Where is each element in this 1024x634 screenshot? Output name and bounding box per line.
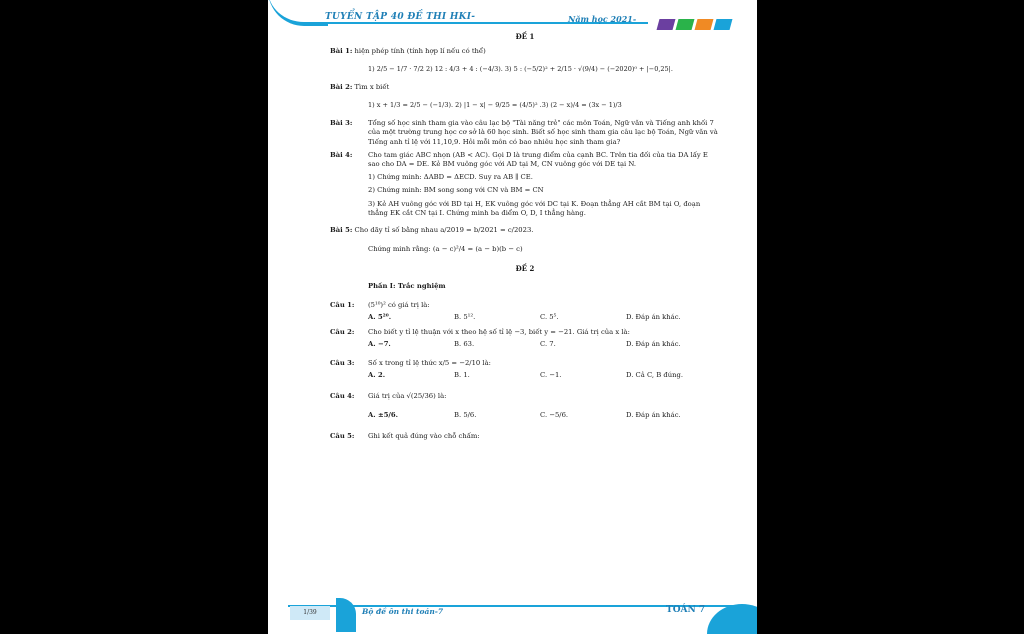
problem-2 (330, 83, 720, 92)
option-b: B. 63. (454, 340, 475, 349)
header-title: TUYỂN TẬP 40 ĐỀ THI HKI- (325, 12, 476, 22)
answer-options (330, 340, 720, 349)
problem-text: hiện phép tính (tính hợp lí nếu có thể) (354, 47, 486, 56)
question (330, 432, 720, 441)
option-c: C. 7. (540, 340, 556, 349)
problem-5 (330, 226, 720, 235)
option-d: D. Đáp án khác. (626, 312, 681, 321)
question-block (330, 328, 720, 349)
question-block (330, 301, 720, 322)
color-block (695, 19, 714, 30)
option-a: A. 5²⁰. (368, 312, 392, 321)
page-content (330, 30, 720, 441)
question-block (330, 359, 720, 380)
option-b: B. 5¹². (454, 312, 476, 321)
question (330, 359, 720, 368)
document-page (268, 0, 757, 634)
option-b: B. 5/6. (454, 411, 477, 420)
problem-4-part-1: 1) Chứng minh: ΔABD = ΔECD. Suy ra AB ∥ CE. (368, 173, 533, 182)
problem-text: Tìm x biết (354, 83, 390, 92)
page-number: 1/39 (290, 606, 330, 620)
answer-options (330, 371, 720, 380)
problem-5-prove: Chứng minh rằng: (a − c)²/4 = (a − b)(b − c) (368, 245, 523, 254)
problem-4-part-3: 3) Kẻ AH vuông góc với BD tại H, EK vuông góc với DC tại K. Đoạn thẳng AH cắt BM tại O, đoạn thẳng EK cắt CN tại I. Chứng minh ba điểm O, D, I thẳng hàng. (368, 199, 701, 217)
option-a: A. 2. (368, 370, 386, 379)
exam-1-title: ĐỀ 1 (515, 32, 535, 41)
problem-label: Bài 3: (330, 119, 353, 128)
question-text: Số x trong tỉ lệ thức x/5 = −2/10 là: (368, 358, 491, 367)
problem-2-expressions: 1) x + 1/3 = 2/5 − (−1/3). 2) |1 − x| − 9/25 = (4/5)² .3) (2 − x)/4 = (3x − 1)/3 (368, 100, 622, 109)
color-block (676, 19, 695, 30)
problem-1 (330, 47, 720, 56)
problem-3 (330, 119, 720, 147)
header-year: Năm học 2021- (568, 14, 637, 24)
color-block (657, 19, 676, 30)
part-title: Phần I: Trắc nghiệm (368, 281, 446, 290)
question (330, 392, 720, 401)
problem-4-part-2: 2) Chứng minh: BM song song với CN và BM = CN (368, 186, 544, 195)
subject-label: TOÁN 7 (666, 605, 706, 615)
problem-1-expressions: 1) 2/5 − 1/7 · 7/2 2) 12 : 4/3 + 4 : (−4/3). 3) 5 : (−5/2)² + 2/15 · √(9/4) − (−2020)⁰ + |−0,25|. (368, 64, 673, 73)
option-a: A. −7. (368, 340, 391, 349)
header-color-blocks (658, 19, 731, 30)
footer-tab (336, 598, 356, 632)
question-label: Câu 5: (330, 432, 355, 441)
question-label: Câu 2: (330, 328, 355, 337)
question-text: (5¹⁰)² có giá trị là: (368, 300, 430, 309)
question-text: Cho biết y tỉ lệ thuận với x theo hệ số tỉ lệ −3, biết y = −21. Giá trị của x là: (368, 328, 630, 337)
option-c: C. −5/6. (540, 411, 569, 420)
option-b: B. 1. (454, 370, 470, 379)
option-c: C. 5⁵. (540, 312, 559, 321)
option-c: C. −1. (540, 370, 562, 379)
question (330, 328, 720, 337)
footer-swoosh (707, 604, 757, 634)
question (330, 301, 720, 310)
answer-options (330, 313, 720, 322)
exam-2-title: ĐỀ 2 (515, 264, 535, 274)
problem-4 (330, 151, 720, 169)
question-label: Câu 1: (330, 300, 355, 309)
problem-label: Bài 2: (330, 83, 353, 92)
color-block (714, 19, 733, 30)
problem-text: Tổng số học sinh tham gia vào câu lạc bộ "Tài năng trẻ" các môn Toán, Ngữ văn và Tiếng anh khối 7 của một trường trung học cơ sở là 60 học sinh. Biết số học sinh tham gia câu lạc bộ Toán, Ngữ văn và Tiếng anh tỉ lệ với 11,10,9. Hỏi mỗi môn có bao nhiêu học sinh tham gia? (368, 119, 718, 146)
option-d: D. Cả C, B đúng. (626, 370, 683, 379)
question-label: Câu 4: (330, 391, 355, 400)
question-label: Câu 3: (330, 358, 355, 367)
question-block (330, 392, 720, 420)
book-title: Bộ đề ôn thi toán-7 (362, 607, 444, 616)
question-text: Giá trị của √(25/36) là: (368, 391, 447, 400)
problem-label: Bài 1: (330, 47, 353, 56)
answer-options (330, 411, 720, 420)
question-text: Ghi kết quả đúng vào chỗ chấm: (368, 432, 480, 441)
problem-text: Cho dãy tỉ số bằng nhau a/2019 = b/2021 = c/2023. (354, 225, 534, 234)
problem-text: Cho tam giác ABC nhọn (AB < AC). Gọi D là trung điểm của cạnh BC. Trên tia đối của tia DA lấy E sao cho DA = DE. Kẻ BM vuông góc với AD tại M, CN vuông góc với DE tại N. (368, 150, 708, 168)
option-d: D. Đáp án khác. (626, 340, 681, 349)
option-d: D. Đáp án khác. (626, 411, 681, 420)
option-a: A. ±5/6. (368, 411, 399, 420)
problem-label: Bài 5: (330, 225, 353, 234)
problem-label: Bài 4: (330, 150, 353, 159)
